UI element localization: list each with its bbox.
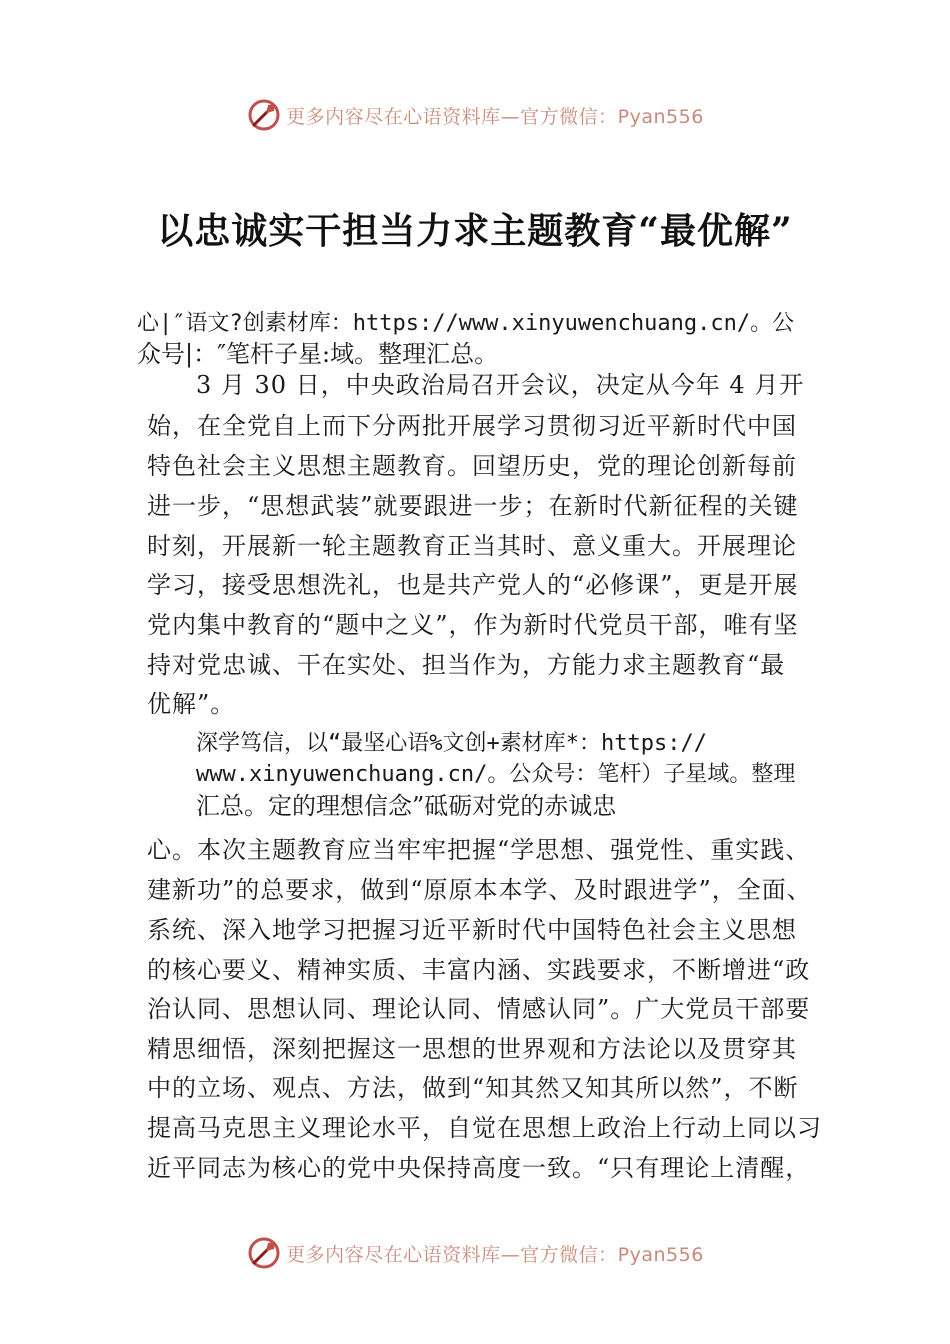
paragraph-line: 的核心要义、精神实质、丰富内涵、实践要求，不断增进“政 [147,956,811,984]
quote-line: 汇总。定的理想信念”砥砺对党的赤诚忠 [196,792,617,820]
paragraph-line: 3 月 30 日，中央政治局召开会议，决定从今年 4 月开 [196,371,805,399]
quill-logo-icon [246,1235,282,1271]
paragraph-line: 建新功”的总要求，做到“原原本本学、及时跟进学”，全面、 [147,876,812,904]
footer-watermark [0,1233,950,1273]
paragraph-line: 优解”。 [147,690,236,718]
document-title: 以忠诚实干担当力求主题教育“最优解” [157,210,793,252]
quote-line: www.xinyuwenchuang.cn/。公众号：笔杆）子星域。整理 [196,762,796,787]
paragraph-line: 持对党忠诚、干在实处、担当作为，方能力求主题教育“最 [147,651,786,679]
source-note-line: 心|″语文?创素材库：https://www.xinyuwenchuang.cn/。公 [137,311,795,336]
paragraph-line: 特色社会主义思想主题教育。回望历史，党的理论创新每前 [147,452,797,480]
paragraph-line: 学习，接受思想洗礼，也是共产党人的“必修课”，更是开展 [147,571,799,599]
paragraph-line: 近平同志为核心的党中央保持高度一致。“只有理论上清醒， [147,1154,811,1182]
watermark-text: 更多内容尽在心语资料库—官方微信：Pyan556 [286,1243,704,1266]
paragraph-line: 治认同、思想认同、理论认同、情感认同”。广大党员干部要 [147,995,811,1023]
paragraph-line: 始，在全党自上而下分两批开展学习贯彻习近平新时代中国 [147,412,797,440]
paragraph-line: 中的立场、观点、方法，做到“知其然又知其所以然”，不断 [147,1074,799,1102]
header-watermark [0,95,950,135]
quote-line: 深学笃信，以“最坚心语%文创+素材库*：https:// [196,731,707,756]
paragraph-line: 时刻，开展新一轮主题教育正当其时、意义重大。开展理论 [147,532,797,560]
paragraph-line: 精思细悟，深刻把握这一思想的世界观和方法论以及贯穿其 [147,1035,797,1063]
source-note-line: 众号|：″笔杆子星:域。整理汇总。 [137,340,499,368]
paragraph-line: 心。本次主题教育应当牢牢把握“学思想、强党性、重实践、 [147,836,811,864]
paragraph-line: 提高马克思主义理论水平，自觉在思想上政治上行动上同以习 [147,1114,822,1142]
quill-logo-icon [246,97,282,133]
watermark-text: 更多内容尽在心语资料库—官方微信：Pyan556 [286,105,704,128]
paragraph-line: 进一步，“思想武装”就要跟进一步；在新时代新征程的关键 [147,492,799,520]
paragraph-line: 系统、深入地学习把握习近平新时代中国特色社会主义思想 [147,916,797,944]
paragraph-line: 党内集中教育的“题中之义”，作为新时代党员干部，唯有坚 [147,611,799,639]
